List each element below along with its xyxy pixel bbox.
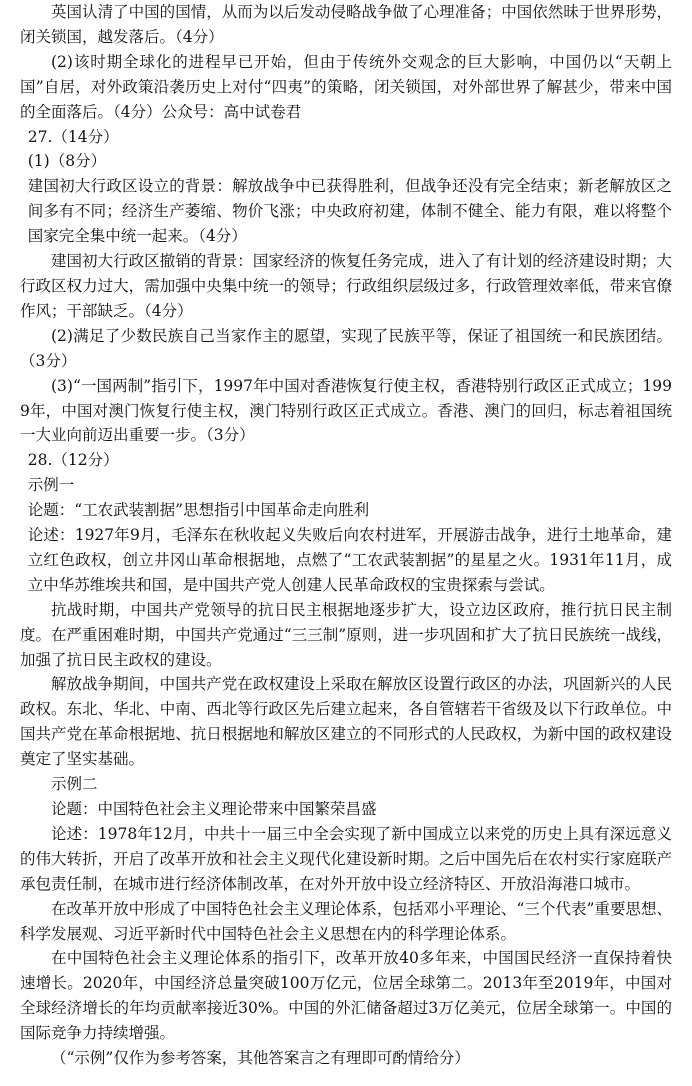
thesis-line: 论题：“工农武装割据”思想指引中国革命走向胜利	[27, 501, 370, 520]
grading-note: （“示例”仅作为参考答案，其他答案言之有理即可酌情给分）	[51, 1049, 470, 1068]
question-number: 27.（14分）	[27, 127, 119, 146]
paragraph: 建国初大行政区撤销的背景：国家经济的恢复任务完成，进入了有计划的经济建设时期；大行政区权力过大，需加强中央集中统一的领导；行政组织层级过多，行政管理效率低，带来官僚作风；干部缺乏。（4分）	[20, 252, 672, 320]
paragraph: 论述：1978年12月，中共十一届三中全会实现了新中国成立以来党的历史上具有深远意义的伟大转折，开启了改革开放和社会主义现代化建设新时期。之后中国先后在农村实行家庭联产承包责任制，在城市进行经济体制改革，在对外开放中设立经济特区、开放沿海港口城市。	[20, 824, 672, 893]
paragraph: 英国认清了中国的国情，从而为以后发动侵略战争做了心理准备；中国依然昧于世界形势，闭关锁国，越发落后。（4分）	[20, 3, 672, 46]
question-number: 28.（12分）	[27, 451, 119, 470]
thesis-line: 论题：中国特色社会主义理论带来中国繁荣昌盛	[51, 800, 377, 818]
paragraph: (3)“一国两制”指引下，1997年中国对香港恢复行使主权，香港特别行政区正式成立；1999年，中国对澳门恢复行使主权，澳门特别行政区正式成立。香港、澳门的回归，标志着祖国统一大业向前迈出重要一步。（3分）	[20, 376, 672, 445]
paragraph: 论述：1927年9月，毛泽东在秋收起义失败后向农村进军，开展游击战争，进行土地革命，建立红色政权，创立井冈山革命根据地，点燃了“工农武装割据”的星星之火。1931年11月，成立中华苏维埃共和国，是中国共产党人创建人民革命政权的宝贵探索与尝试。	[27, 526, 672, 594]
example-heading: 示例一	[27, 476, 75, 495]
paragraph: (2)满足了少数民族自己当家作主的愿望，实现了民族平等，保证了祖国统一和民族团结。（3分）	[20, 326, 672, 370]
paragraph: 在改革开放中形成了中国特色社会主义理论体系，包括邓小平理论、“三个代表”重要思想、科学发展观、习近平新时代中国特色社会主义思想在内的科学理论体系。	[20, 899, 672, 943]
paragraph: (2)该时期全球化的进程早已开始，但由于传统外交观念的巨大影响，中国仍以“天朝上国”自居，对外政策沿袭历史上对付“四夷”的策略，闭关锁国，对外部世界了解甚少，带来中国的全面落后。（4分）公众号：高中试卷君	[20, 52, 672, 121]
paragraph: 解放战争期间，中国共产党在政权建设上采取在解放区设置行政区的办法，巩固新兴的人民政权。东北、华北、中南、西北等行政区先后建立起来，各自管辖若干省级及以下行政单位。中国共产党在革命根据地、抗日根据地和解放区建立的不同形式的人民政权，为新中国的政权建设奠定了坚实基础。	[20, 675, 672, 769]
paragraph: 抗战时期，中国共产党领导的抗日民主根据地逐步扩大，设立边区政府，推行抗日民主制度。在严重困难时期，中国共产党通过“三三制”原则，进一步巩固和扩大了抗日民族统一战线，加强了抗日民主政权的建设。	[20, 600, 672, 669]
paragraph: 建国初大行政区设立的背景：解放战争中已获得胜利，但战争还没有完全结束；新老解放区之间多有不同；经济生产萎缩、物价飞涨；中央政府初建，体制不健全、能力有限，难以将整个国家完全集中统一起来。（4分）	[27, 177, 672, 246]
example-heading: 示例二	[51, 775, 98, 794]
sub-question-number: (1)（8分）	[27, 152, 107, 171]
paragraph: 在中国特色社会主义理论体系的指引下，改革开放40多年来，中国国民经济一直保持着快速增长。2020年，中国经济总量突破100万亿元，位居全球第二。2013年至2019年，中国对全球经济增长的年均贡献率接近30%。中国的外汇储备超过3万亿美元，位居全球第一。中国的国际竞争力持续增强。	[20, 949, 672, 1043]
